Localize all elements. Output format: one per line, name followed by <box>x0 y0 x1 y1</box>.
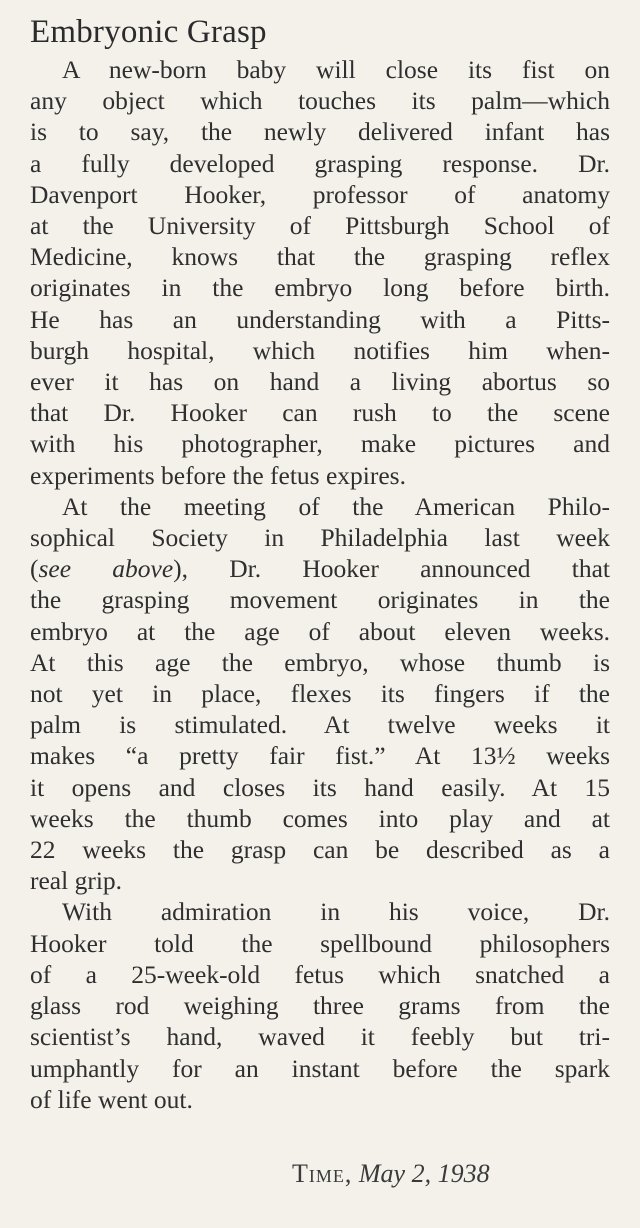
text-line: palm is stimulated. At twelve weeks it <box>30 710 610 740</box>
text-line: not yet in place, flexes its fingers if the <box>30 679 610 709</box>
text-line: makes “a pretty fair fist.” At 13½ weeks <box>30 741 610 771</box>
text-line: glass rod weighing three grams from the <box>30 991 610 1021</box>
text-line: a fully developed grasping response. Dr. <box>30 148 610 178</box>
text-line: Davenport Hooker, professor of anatomy <box>30 179 610 209</box>
text-line: A new-born baby will close its fist on <box>62 55 610 84</box>
paragraph <box>30 896 610 1114</box>
text-line: real grip. <box>30 866 123 896</box>
text-line: He has an understanding with a Pitts- <box>30 304 610 334</box>
paragraph <box>30 54 610 491</box>
article-body <box>30 54 610 1115</box>
text-line: (see above), Dr. Hooker announced that <box>30 554 610 584</box>
text-line: that Dr. Hooker can rush to the scene <box>30 398 610 428</box>
text-line: is to say, the newly delivered infant has <box>30 117 610 147</box>
text-line: any object which touches its palm—which <box>30 86 610 116</box>
text-line: burgh hospital, which notifies him when- <box>30 335 610 365</box>
publication-credit <box>292 1158 490 1190</box>
text-line: umphantly for an instant before the spark <box>30 1053 610 1083</box>
headline: Embryonic Grasp <box>30 14 267 50</box>
publication-date: May 2, 1938 <box>358 1159 490 1188</box>
text-line: Medicine, knows that the grasping reflex <box>30 242 610 272</box>
text-line: with his photographer, make pictures and <box>30 429 610 459</box>
paragraph <box>30 491 610 897</box>
italic-reference: see above <box>38 554 174 584</box>
text-line: at the University of Pittsburgh School of <box>30 211 610 241</box>
text-line: ever it has on hand a living abortus so <box>30 367 610 397</box>
text-line: 22 weeks the grasp can be described as a <box>30 835 610 865</box>
text-line: weeks the thumb comes into play and at <box>30 803 610 833</box>
text-line: it opens and closes its hand easily. At 15 <box>30 772 610 802</box>
text-line: the grasping movement originates in the <box>30 585 610 615</box>
text-line: originates in the embryo long before birth. <box>30 273 610 303</box>
text-line: At the meeting of the American Philo- <box>62 491 610 521</box>
article <box>30 12 610 1115</box>
text-line: of life went out. <box>30 1084 193 1114</box>
text-line: With admiration in his voice, Dr. <box>62 897 610 927</box>
publication-name: Time, <box>292 1159 353 1188</box>
text-line: Hooker told the spellbound philosophers <box>30 928 610 958</box>
text-line: of a 25-week-old fetus which snatched a <box>30 959 610 989</box>
text-line: scientist’s hand, waved it feebly but tri- <box>30 1022 610 1052</box>
text-line: sophical Society in Philadelphia last week <box>30 523 610 553</box>
text-line: embryo at the age of about eleven weeks. <box>30 616 610 646</box>
text-line: At this age the embryo, whose thumb is <box>30 647 610 677</box>
text-line: experiments before the fetus expires. <box>30 460 406 490</box>
